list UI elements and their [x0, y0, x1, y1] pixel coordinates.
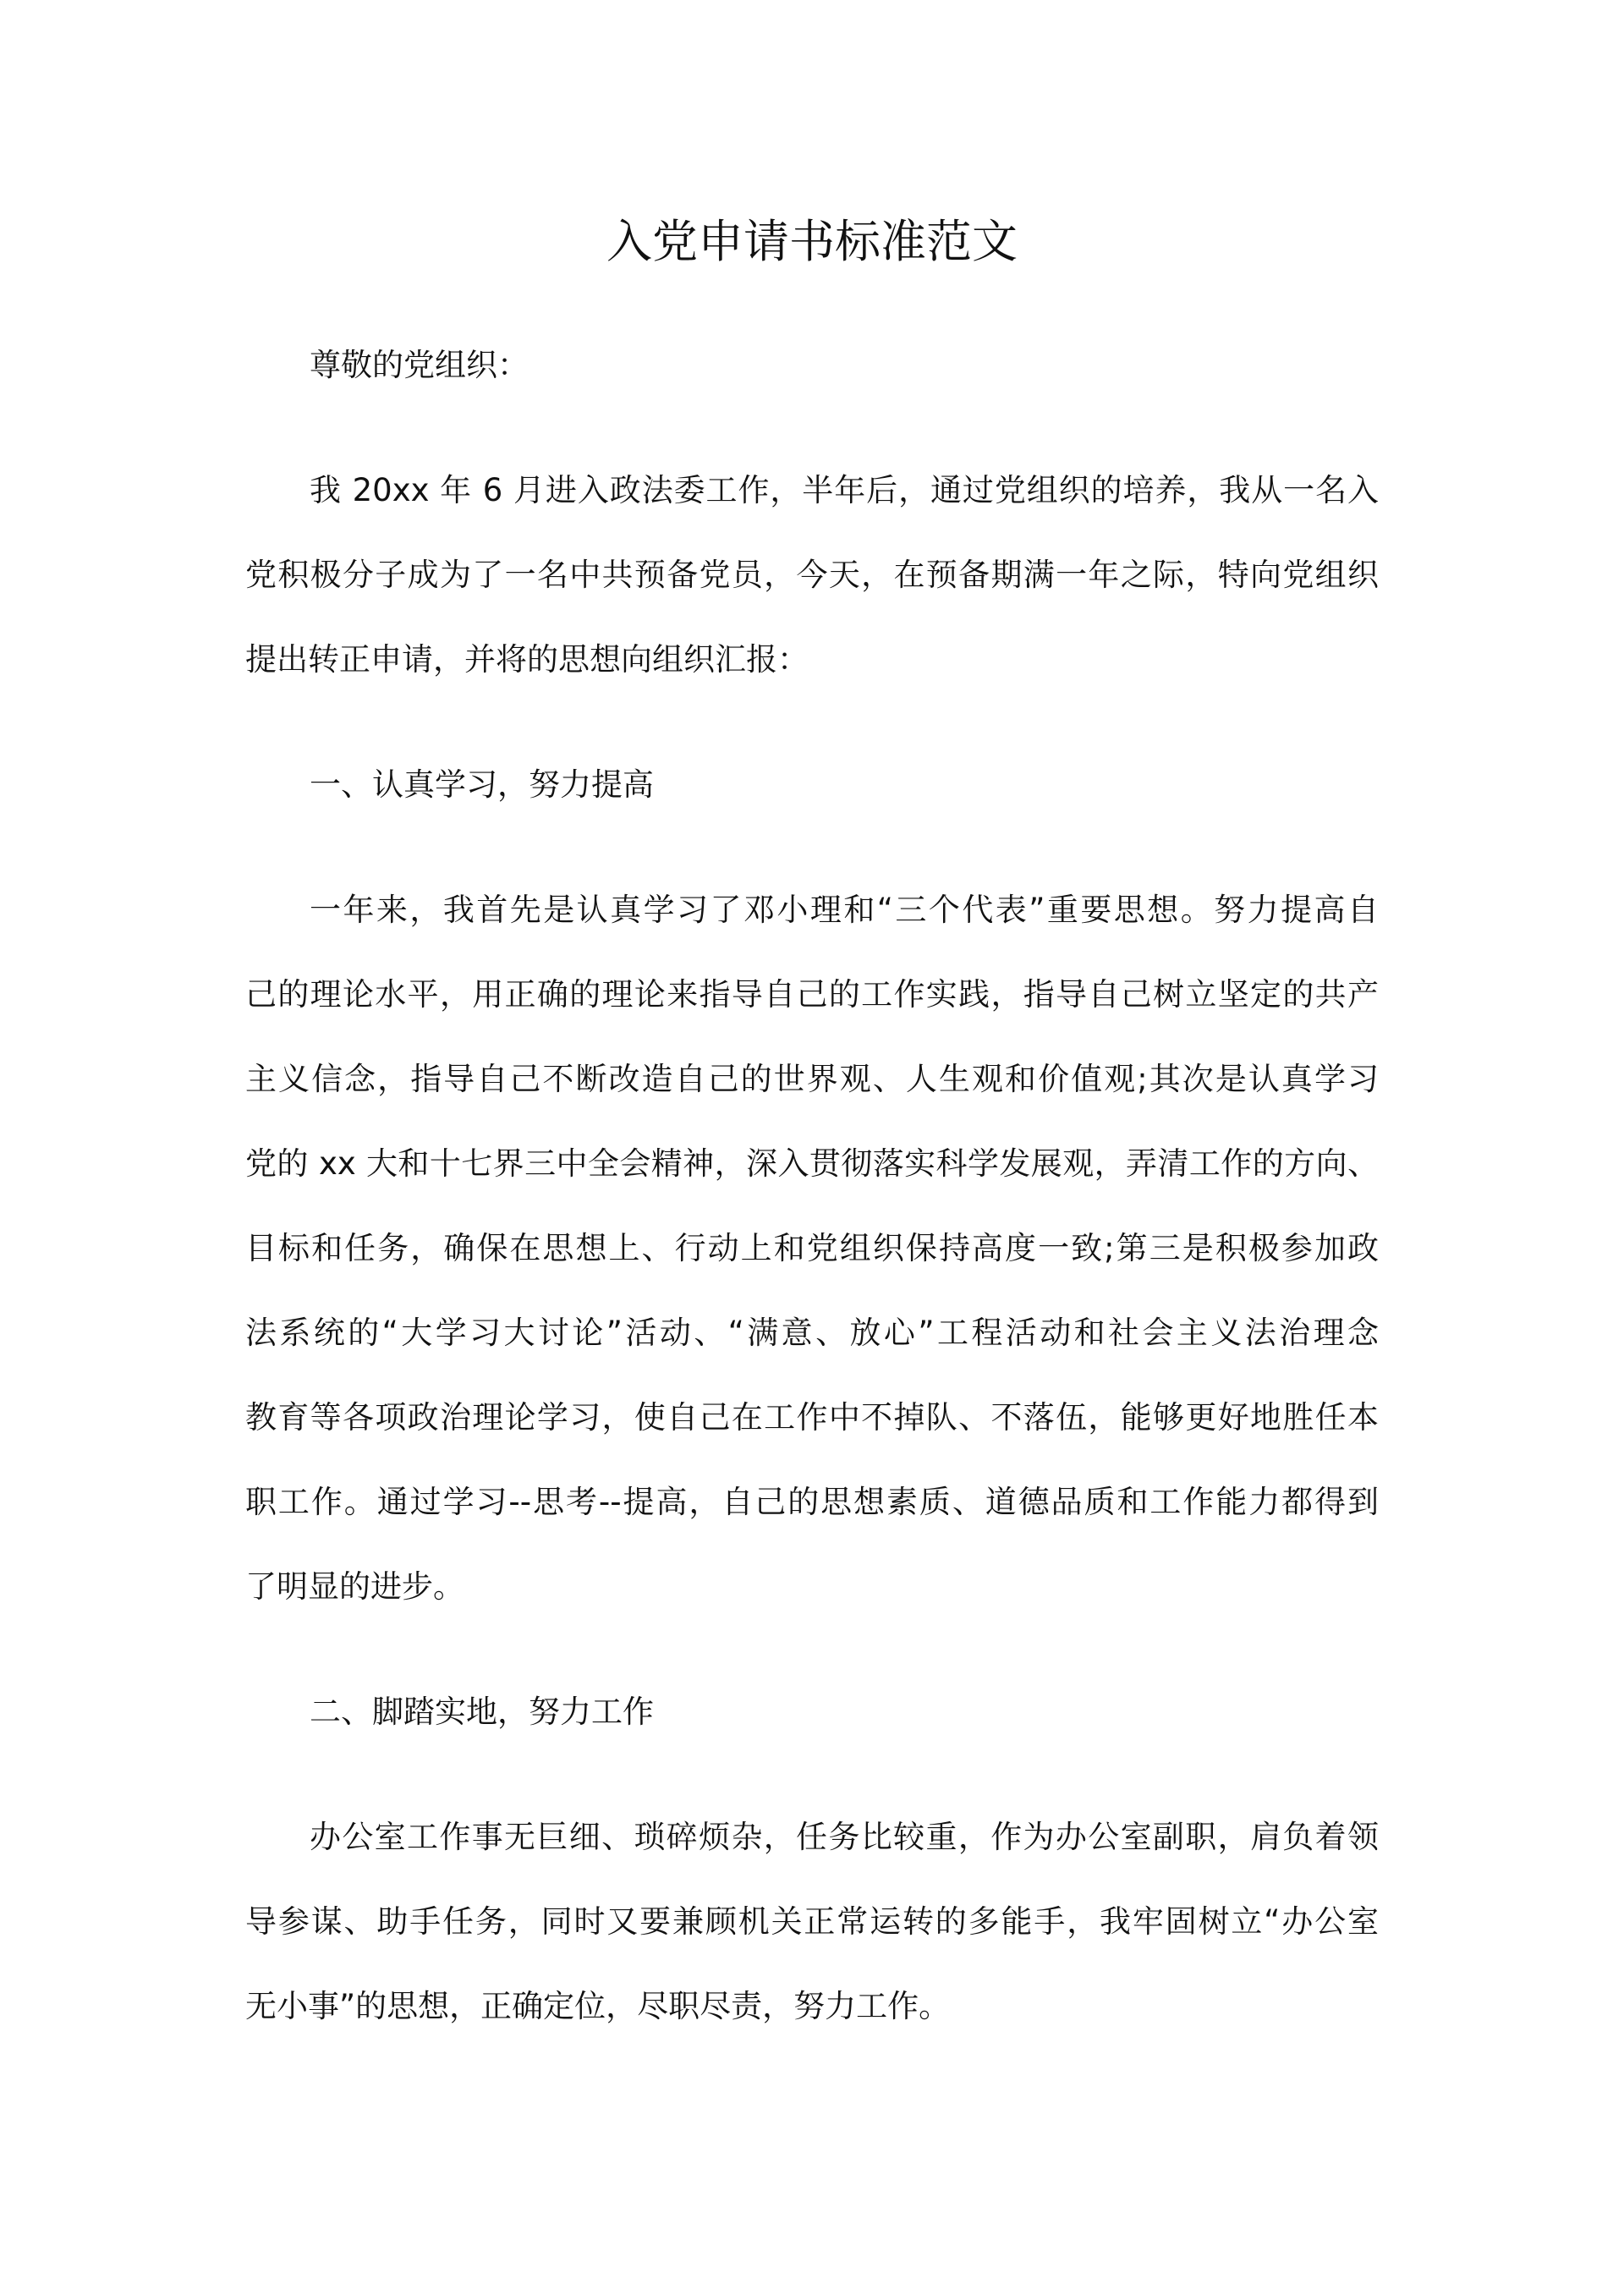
text-line: 导参谋、助手任务，同时又要兼顾机关正常运转的多能手，我牢固树立“办公室 [245, 1903, 1379, 1940]
text-line: 了明显的进步。 [245, 1568, 464, 1605]
text-line: 办公室工作事无巨细、琐碎烦杂，任务比较重，作为办公室副职，肩负着领 [310, 1819, 1379, 1855]
salutation [245, 323, 1379, 408]
text-line: 职工作。通过学习--思考--提高，自己的思想素质、道德品质和工作能力都得到 [245, 1484, 1379, 1520]
document-title: 入党申请书标准范文 [606, 215, 1018, 268]
text-line: 一年来，我首先是认真学习了邓小理和“三个代表”重要思想。努力提高自 [310, 892, 1379, 928]
text-line: 法系统的“大学习大讨论”活动、“满意、放心”工程活动和社会主义法治理念 [245, 1315, 1379, 1351]
text-line: 党积极分子成为了一名中共预备党员，今天，在预备期满一年之际，特向党组织 [245, 557, 1379, 593]
text-line: 教育等各项政治理论学习，使自己在工作中不掉队、不落伍，能够更好地胜任本 [245, 1399, 1379, 1436]
heading-section-1 [245, 743, 1379, 827]
text-line: 无小事”的思想，正确定位，尽职尽责，努力工作。 [245, 1988, 951, 2024]
text-line: 主义信念，指导自己不断改造自己的世界观、人生观和价值观;其次是认真学习 [245, 1061, 1379, 1097]
text-line: 尊敬的党组织： [310, 347, 529, 383]
text-line: 己的理论水平，用正确的理论来指导自己的工作实践，指导自己树立坚定的共产 [245, 976, 1379, 1013]
text-line: 一、认真学习，努力提高 [310, 766, 654, 803]
text-line: 二、脚踏实地，努力工作 [310, 1694, 654, 1730]
paragraph-intro [245, 448, 1379, 702]
text-line: 提出转正申请，并将的思想向组织汇报： [245, 641, 809, 678]
paragraph-study [245, 868, 1379, 1629]
text-line: 党的 xx 大和十七界三中全会精神，深入贯彻落实科学发展观，弄清工作的方向、 [245, 1145, 1379, 1182]
text-line: 目标和任务，确保在思想上、行动上和党组织保持高度一致;第三是积极参加政 [245, 1230, 1379, 1266]
paragraph-work [245, 1795, 1379, 2049]
text-line: 我 20xx 年 6 月进入政法委工作，半年后，通过党组织的培养，我从一名入 [310, 472, 1379, 508]
document-body [245, 323, 1379, 2089]
heading-section-2 [245, 1670, 1379, 1754]
